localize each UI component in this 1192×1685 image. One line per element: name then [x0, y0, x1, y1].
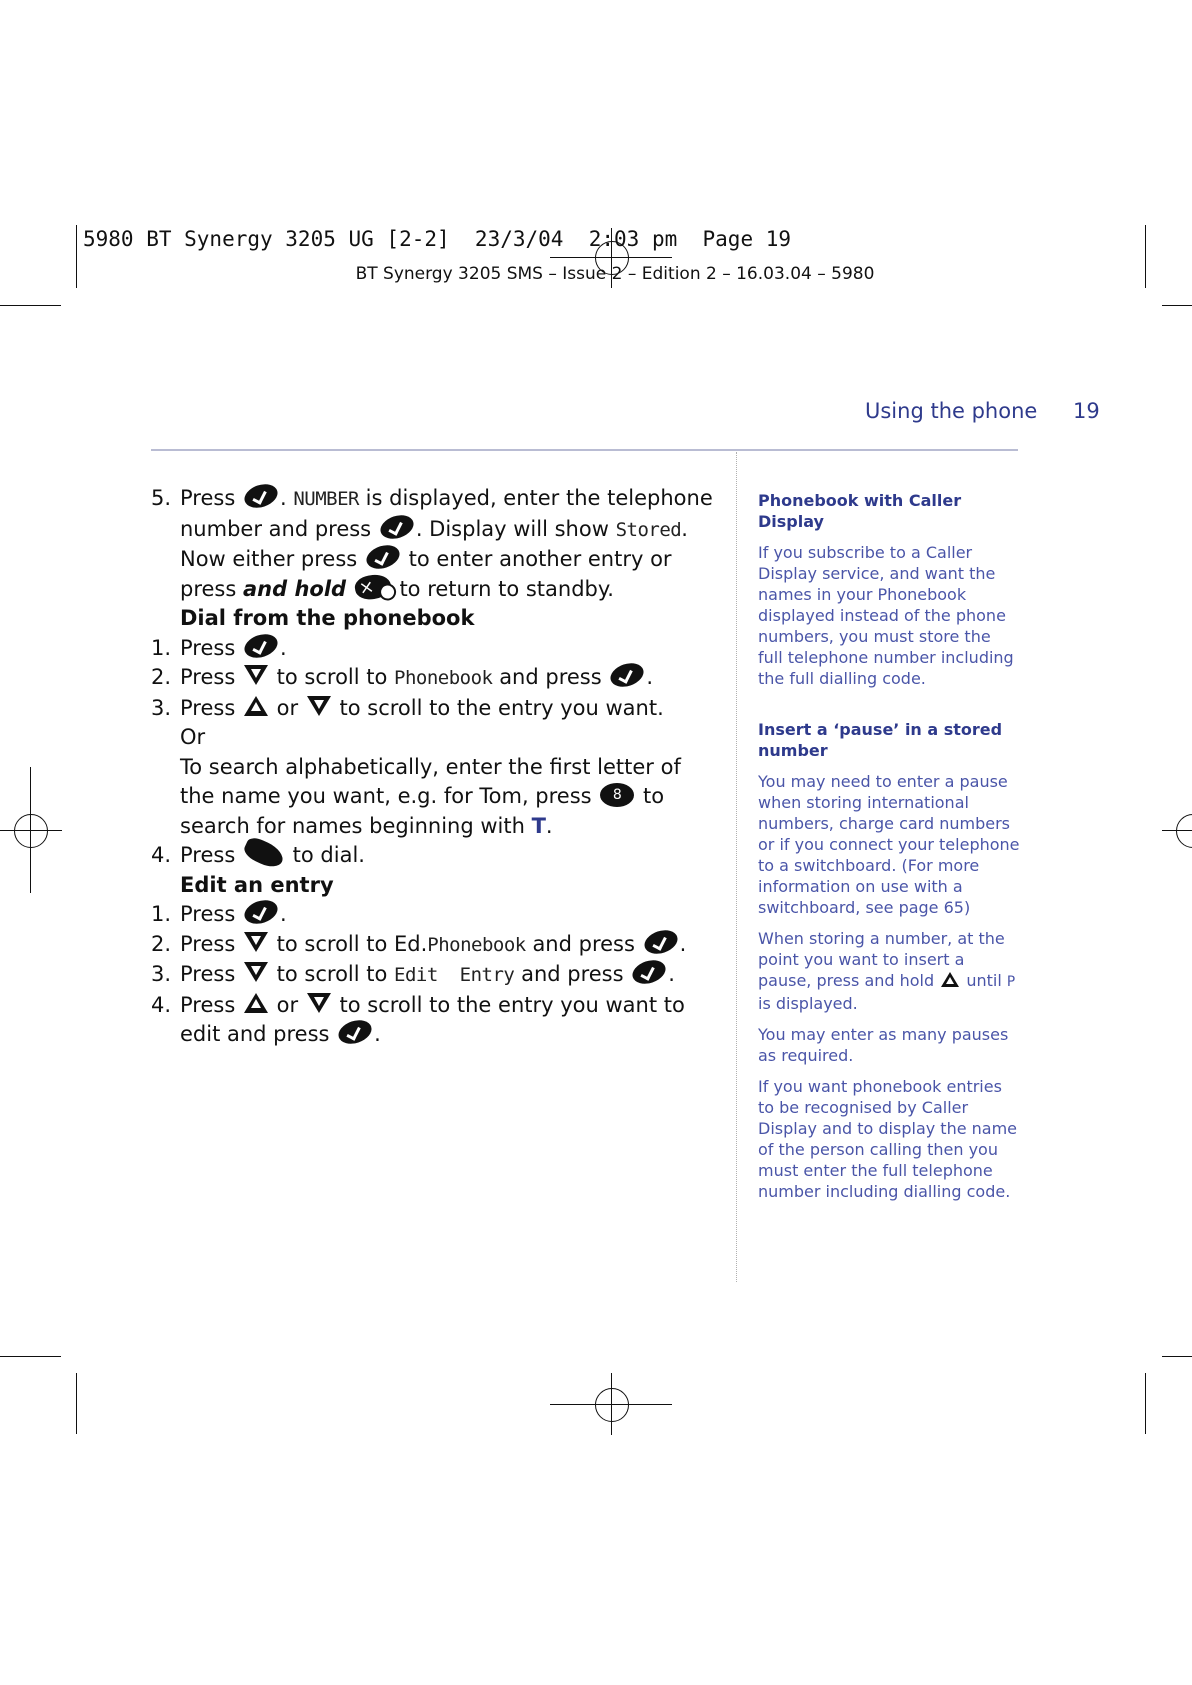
sidebar-paragraph: When storing a number, at the point you want to insert a pause, press and hold until P is displayed.: [758, 929, 1016, 1013]
ok-key-icon: [630, 956, 669, 987]
print-subslug: BT Synergy 3205 SMS – Issue 2 – Edition 2 – 16.03.04 – 5980: [355, 264, 875, 284]
step-number: 2.: [151, 665, 172, 689]
list-item: 5. Press . NUMBER is displayed, enter the telephone number and press . Display will show Stored.: [151, 484, 721, 545]
section-heading: Dial from the phonebook: [180, 606, 475, 630]
column-divider: [736, 452, 737, 1282]
scroll-down-icon: [244, 932, 268, 952]
sidebar-paragraph: If you want phonebook entries to be recognised by Caller Display and to display the name of the person calling then you must enter the full telephone number including dialling code.: [758, 1077, 1018, 1201]
talk-key-icon: [241, 835, 287, 872]
list-item: 2. Press to scroll to Ed.Phonebook and press .: [151, 930, 721, 961]
paragraph: Now either press to enter another entry or press and hold × to return to standby.: [151, 545, 721, 604]
registration-circle: [14, 814, 48, 848]
ok-key-icon: [336, 1016, 375, 1047]
ok-key-icon: [241, 480, 280, 511]
lcd-text: Phonebook: [394, 667, 493, 689]
lcd-text: NUMBER: [293, 488, 359, 510]
scroll-up-icon: [244, 993, 268, 1013]
print-slug: 5980 BT Synergy 3205 UG [2-2] 23/3/04 2:03 pm Page 19: [83, 227, 792, 251]
step-number: 1.: [151, 902, 172, 926]
list-item: 4. Press to dial.: [151, 841, 721, 871]
ok-key-icon: [608, 659, 647, 690]
scroll-down-icon: [307, 696, 331, 716]
section-heading: Edit an entry: [180, 872, 334, 897]
sidebar-paragraph: If you subscribe to a Caller Display service, and want the names in your Phonebook displayed instead of the phone numbers, you must store the full telephone number including the full dialling code.: [758, 543, 1014, 688]
ok-key-icon: [241, 896, 280, 927]
list-item: 4. Press or to scroll to the entry you want to edit and press .: [151, 992, 685, 1046]
ok-key-icon: [377, 511, 416, 542]
ok-key-icon: [363, 541, 402, 572]
sidebar-heading: Phonebook with Caller Display: [758, 491, 962, 531]
list-item: 2. Press to scroll to Phonebook and press .: [151, 663, 721, 694]
registration-circle: [595, 1388, 629, 1422]
step-number: 4.: [151, 992, 172, 1017]
list-item: 3. Press to scroll to Edit Entry and press .: [151, 960, 721, 991]
crop-mark: [0, 305, 61, 306]
sidebar-notes: [758, 490, 1020, 1212]
key-8-icon: 8: [600, 783, 634, 807]
step-number: 3.: [151, 695, 172, 720]
page-number: 19: [1073, 399, 1100, 423]
lcd-text: Edit Entry: [394, 964, 515, 986]
step-number: 3.: [151, 962, 172, 986]
lcd-text: Phonebook: [427, 933, 526, 956]
scroll-down-icon: [307, 993, 331, 1013]
registration-circle: [1176, 814, 1192, 848]
crop-mark: [1162, 1356, 1192, 1357]
step-number: 2.: [151, 931, 172, 956]
crop-mark: [0, 1356, 61, 1357]
paragraph: Or: [180, 725, 206, 749]
list-item: 1. Press .: [151, 634, 721, 664]
end-call-key-icon: [353, 572, 393, 602]
sidebar-paragraph: You may enter as many pauses as required.: [758, 1025, 1009, 1065]
scroll-down-icon: [244, 962, 268, 982]
list-item: 3. Press or to scroll to the entry you want.: [151, 694, 721, 724]
running-header-title: Using the phone: [865, 399, 1038, 423]
scroll-up-icon: [244, 696, 268, 716]
crop-mark: [1145, 1373, 1146, 1434]
list-item: 1. Press .: [151, 900, 721, 930]
scroll-up-icon: [941, 972, 959, 987]
main-column: [151, 484, 721, 1050]
step-number: 1.: [151, 635, 172, 660]
header-rule: [151, 449, 1018, 451]
lcd-text: Stored: [615, 518, 682, 541]
crop-mark: [1162, 305, 1192, 306]
step-number: 5.: [151, 486, 172, 510]
sidebar-heading: Insert a ‘pause’ in a stored number: [758, 720, 1003, 760]
step-number: 4.: [151, 843, 172, 867]
scroll-down-icon: [244, 665, 268, 685]
ok-key-icon: [641, 926, 680, 957]
sidebar-paragraph: You may need to enter a pause when storing international numbers, charge card numbers or if you connect your telephone to a switchboard. (For more information on use with a switchboard, see page 65): [758, 772, 1020, 917]
ok-key-icon: [241, 630, 280, 661]
crop-mark: [76, 1373, 77, 1434]
paragraph: To search alphabetically, enter the first letter of the name you want, e.g. for Tom, press 8 to search for names beginning with T.: [180, 754, 681, 838]
